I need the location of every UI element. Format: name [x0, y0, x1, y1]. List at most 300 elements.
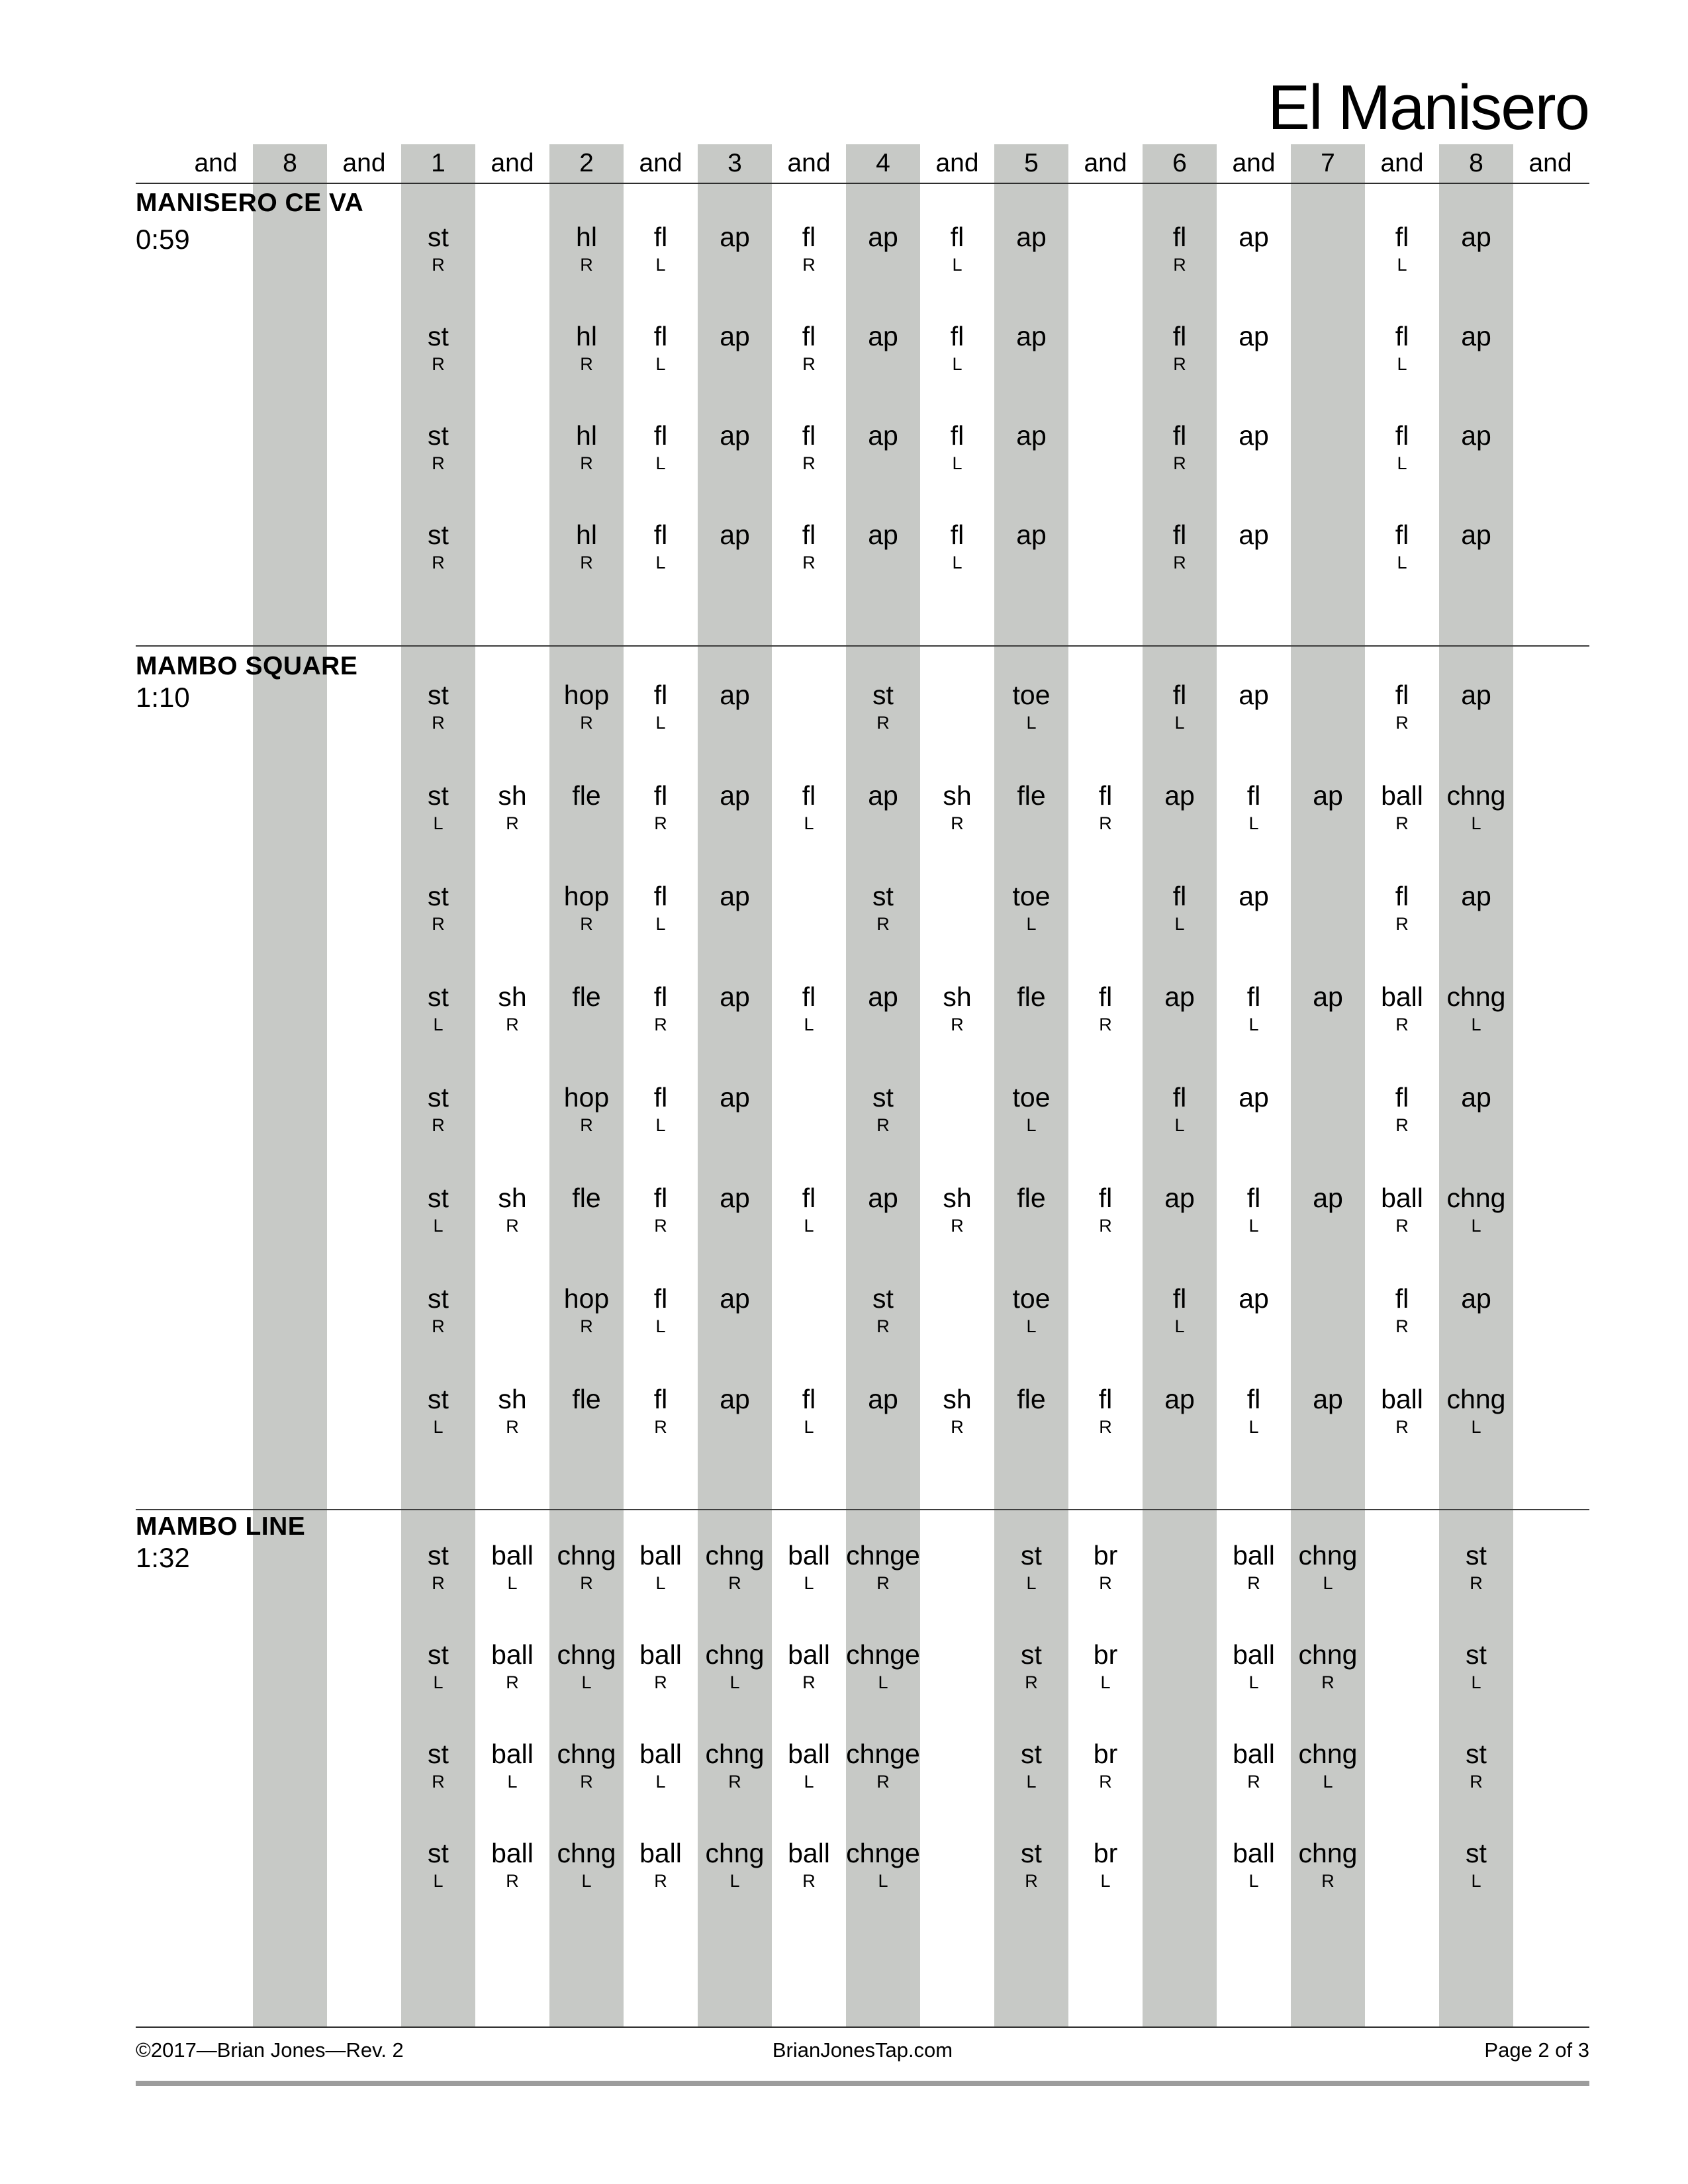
step-cell-empty: [253, 682, 327, 732]
step-cell-empty: [1513, 224, 1587, 274]
step-foot: R: [876, 713, 890, 733]
step-foot: L: [433, 1672, 444, 1692]
step-cell: [1143, 323, 1217, 373]
footer-bottom-rule: [136, 2081, 1589, 2086]
step-name: toe: [1012, 881, 1051, 911]
step-foot: L: [433, 1015, 444, 1034]
step-cell-empty: [327, 1741, 401, 1791]
step-foot: R: [1099, 1216, 1112, 1236]
step-name: sh: [943, 981, 972, 1012]
step-cell-empty: [920, 1285, 994, 1336]
step-cell: [401, 782, 475, 833]
step-cell: [549, 1386, 624, 1436]
step-cell-empty: [253, 224, 327, 274]
step-foot: R: [802, 1871, 816, 1891]
step-name: ball: [788, 1639, 830, 1670]
step-foot: L: [507, 1573, 518, 1593]
step-cell: [1291, 1840, 1365, 1890]
footer-rule: [136, 2026, 1589, 2028]
step-name: ap: [720, 1283, 750, 1314]
step-cell: [401, 1542, 475, 1592]
step-name: ap: [868, 420, 898, 451]
step-cell: [994, 1185, 1068, 1235]
step-name: fl: [1172, 321, 1187, 351]
step-foot: R: [1395, 1115, 1409, 1135]
step-cell-empty: [1513, 1084, 1587, 1134]
step-cell: [475, 782, 549, 833]
step-cell: [624, 1741, 698, 1791]
step-cell: [994, 1840, 1068, 1890]
step-name: fl: [1172, 1082, 1187, 1113]
step-cell: [1439, 224, 1513, 274]
step-foot: L: [1100, 1672, 1111, 1692]
step-foot: R: [1025, 1672, 1038, 1692]
step-foot: L: [1248, 813, 1259, 833]
step-foot: R: [1247, 1772, 1260, 1792]
step-name: st: [428, 1540, 449, 1570]
step-name: fl: [1172, 520, 1187, 550]
step-cell: [1217, 682, 1291, 732]
step-name: ap: [1313, 981, 1343, 1012]
step-cell-empty: [1068, 883, 1143, 933]
step-foot: R: [506, 1871, 519, 1891]
step-cell: [698, 1285, 772, 1336]
step-row: [179, 1285, 1587, 1336]
step-foot: R: [1395, 713, 1409, 733]
step-cell: [1143, 1386, 1217, 1436]
beat-and-label: and: [787, 149, 831, 177]
step-foot: R: [506, 1216, 519, 1236]
step-name: hop: [563, 1082, 610, 1113]
step-cell: [920, 522, 994, 572]
step-cell: [1217, 1840, 1291, 1890]
step-cell-empty: [179, 1641, 253, 1692]
step-cell-empty: [1291, 1285, 1365, 1336]
step-foot: L: [952, 354, 962, 374]
step-foot: R: [728, 1772, 741, 1792]
step-cell-empty: [179, 1285, 253, 1336]
step-cell: [624, 1840, 698, 1890]
section-time: 0:59: [136, 224, 190, 255]
step-name: sh: [498, 1384, 527, 1414]
step-foot: L: [581, 1871, 592, 1891]
step-cell-empty: [1068, 1084, 1143, 1134]
step-name: ap: [720, 680, 750, 710]
step-name: chng: [557, 1739, 616, 1769]
step-cell-empty: [327, 983, 401, 1034]
step-cell-empty: [920, 1641, 994, 1692]
step-cell-empty: [253, 1285, 327, 1336]
step-foot: L: [655, 1573, 666, 1593]
step-cell: [994, 224, 1068, 274]
step-foot: R: [876, 914, 890, 934]
step-foot: L: [1174, 914, 1185, 934]
step-cell: [475, 1741, 549, 1791]
step-foot: R: [506, 1417, 519, 1437]
beat-and-label: and: [491, 149, 534, 177]
step-cell: [698, 1185, 772, 1235]
beat-and-label: and: [935, 149, 979, 177]
step-cell: [846, 682, 920, 732]
step-foot: L: [1471, 1015, 1481, 1034]
step-cell: [475, 1840, 549, 1890]
step-row: [179, 1084, 1587, 1134]
step-foot: L: [1026, 1573, 1037, 1593]
step-cell: [401, 883, 475, 933]
step-name: ap: [1239, 1082, 1269, 1113]
step-name: ball: [491, 1838, 534, 1868]
step-cell: [1291, 1386, 1365, 1436]
step-foot: R: [580, 553, 593, 572]
step-cell: [401, 682, 475, 732]
step-foot: R: [1099, 813, 1112, 833]
step-foot: L: [655, 713, 666, 733]
step-name: ball: [1381, 1384, 1423, 1414]
step-cell: [1365, 422, 1439, 473]
step-cell-empty: [475, 522, 549, 572]
step-foot: R: [802, 453, 816, 473]
step-foot: R: [580, 1115, 593, 1135]
step-name: fl: [1395, 881, 1409, 911]
step-foot: R: [432, 1115, 445, 1135]
step-name: toe: [1012, 680, 1051, 710]
step-cell-empty: [1068, 522, 1143, 572]
step-name: fl: [1172, 680, 1187, 710]
step-cell: [401, 522, 475, 572]
step-cell: [624, 1386, 698, 1436]
step-name: br: [1093, 1540, 1118, 1570]
step-foot: L: [1323, 1573, 1333, 1593]
step-cell-empty: [1513, 1641, 1587, 1692]
step-foot: L: [1248, 1015, 1259, 1034]
step-name: st: [428, 1838, 449, 1868]
step-name: sh: [943, 1384, 972, 1414]
beat-number-label: 6: [1172, 149, 1187, 177]
step-cell: [475, 983, 549, 1034]
step-name: st: [1021, 1639, 1042, 1670]
step-foot: R: [432, 1772, 445, 1792]
step-cell-empty: [1143, 1641, 1217, 1692]
step-cell: [401, 1386, 475, 1436]
beat-number-label: 4: [876, 149, 890, 177]
footer: [136, 2038, 1589, 2062]
step-name: chng: [1446, 1183, 1506, 1213]
step-row: [179, 983, 1587, 1034]
step-cell-empty: [920, 1840, 994, 1890]
step-cell-empty: [475, 1285, 549, 1336]
step-cell: [920, 224, 994, 274]
step-row: [179, 1386, 1587, 1436]
step-name: chng: [557, 1838, 616, 1868]
step-foot: L: [1471, 1871, 1481, 1891]
step-cell: [401, 323, 475, 373]
step-name: sh: [943, 780, 972, 811]
step-row: [179, 224, 1587, 274]
step-cell: [1068, 1386, 1143, 1436]
step-cell: [1365, 782, 1439, 833]
step-foot: L: [433, 1871, 444, 1891]
step-foot: R: [432, 553, 445, 572]
step-cell-empty: [179, 1840, 253, 1890]
step-name: ball: [1233, 1838, 1275, 1868]
step-foot: R: [951, 1015, 964, 1034]
step-cell: [1217, 1386, 1291, 1436]
step-cell: [1143, 682, 1217, 732]
step-name: fl: [950, 321, 964, 351]
step-foot: R: [1173, 553, 1186, 572]
step-foot: R: [432, 914, 445, 934]
step-name: st: [428, 1639, 449, 1670]
step-name: ap: [868, 1183, 898, 1213]
step-foot: L: [1026, 914, 1037, 934]
step-name: fl: [653, 222, 668, 252]
step-cell-empty: [179, 682, 253, 732]
step-cell: [1068, 1741, 1143, 1791]
step-name: ap: [1239, 222, 1269, 252]
step-name: ap: [1239, 420, 1269, 451]
step-cell: [1217, 422, 1291, 473]
step-foot: R: [1173, 354, 1186, 374]
step-cell: [1439, 1840, 1513, 1890]
step-cell: [846, 983, 920, 1034]
step-foot: R: [1470, 1772, 1483, 1792]
step-foot: L: [729, 1871, 740, 1891]
step-name: fl: [653, 420, 668, 451]
step-cell: [698, 522, 772, 572]
step-cell: [772, 422, 846, 473]
step-name: ap: [868, 1384, 898, 1414]
step-cell: [475, 1185, 549, 1235]
step-name: fl: [1395, 321, 1409, 351]
step-row: [179, 782, 1587, 833]
step-cell: [1291, 1542, 1365, 1592]
step-name: fl: [1246, 780, 1261, 811]
step-foot: R: [432, 713, 445, 733]
step-cell: [1143, 1185, 1217, 1235]
step-foot: R: [580, 453, 593, 473]
step-cell: [549, 1741, 624, 1791]
step-cell-empty: [253, 1185, 327, 1235]
step-foot: R: [728, 1573, 741, 1593]
step-cell-empty: [1513, 1741, 1587, 1791]
step-cell: [1439, 1542, 1513, 1592]
step-name: ap: [720, 420, 750, 451]
step-name: chng: [1298, 1540, 1358, 1570]
step-name: ap: [720, 780, 750, 811]
step-foot: L: [952, 255, 962, 275]
step-name: chng: [1298, 1639, 1358, 1670]
step-cell-empty: [1068, 422, 1143, 473]
step-cell-empty: [1068, 682, 1143, 732]
step-name: st: [1466, 1838, 1487, 1868]
step-cell-empty: [179, 1386, 253, 1436]
step-name: hl: [576, 222, 597, 252]
step-cell-empty: [475, 422, 549, 473]
step-name: hop: [563, 1283, 610, 1314]
step-cell: [1217, 1084, 1291, 1134]
step-name: ap: [1461, 520, 1491, 550]
step-cell: [475, 1641, 549, 1692]
step-cell: [1439, 682, 1513, 732]
step-name: ball: [1233, 1639, 1275, 1670]
step-name: fl: [802, 981, 816, 1012]
step-cell: [1217, 1542, 1291, 1592]
step-row: [179, 1741, 1587, 1791]
step-name: sh: [943, 1183, 972, 1213]
step-name: chnge: [846, 1540, 920, 1570]
step-foot: R: [1173, 453, 1186, 473]
step-cell: [698, 883, 772, 933]
step-cell: [624, 522, 698, 572]
step-foot: R: [876, 1316, 890, 1336]
step-cell: [994, 1641, 1068, 1692]
step-cell-empty: [327, 1185, 401, 1235]
step-cell: [772, 323, 846, 373]
step-foot: R: [1395, 1316, 1409, 1336]
step-cell: [1291, 782, 1365, 833]
step-cell: [1439, 1185, 1513, 1235]
step-name: ap: [1461, 1283, 1491, 1314]
beat-number-label: 1: [431, 149, 445, 177]
step-foot: L: [1248, 1672, 1259, 1692]
step-cell: [1439, 422, 1513, 473]
step-cell: [1068, 1840, 1143, 1890]
step-cell: [1217, 883, 1291, 933]
step-cell: [401, 1741, 475, 1791]
step-name: fle: [572, 981, 601, 1012]
step-name: toe: [1012, 1283, 1051, 1314]
step-foot: R: [654, 1015, 667, 1034]
step-cell-empty: [179, 883, 253, 933]
step-name: fle: [1017, 981, 1046, 1012]
step-name: fle: [572, 1183, 601, 1213]
step-name: chng: [557, 1540, 616, 1570]
step-name: st: [428, 321, 449, 351]
step-cell: [1439, 983, 1513, 1034]
step-name: fl: [802, 780, 816, 811]
step-foot: L: [1471, 1216, 1481, 1236]
step-cell-empty: [253, 782, 327, 833]
step-name: fl: [950, 520, 964, 550]
step-cell: [920, 983, 994, 1034]
step-name: st: [428, 1082, 449, 1113]
step-name: ball: [1381, 981, 1423, 1012]
step-cell-empty: [1513, 1285, 1587, 1336]
step-name: ball: [491, 1540, 534, 1570]
step-name: fl: [802, 520, 816, 550]
step-name: fl: [802, 222, 816, 252]
step-name: hl: [576, 420, 597, 451]
step-name: ap: [1164, 981, 1195, 1012]
step-foot: R: [951, 1216, 964, 1236]
step-cell: [994, 522, 1068, 572]
step-name: toe: [1012, 1082, 1051, 1113]
step-name: ball: [1381, 1183, 1423, 1213]
step-foot: L: [655, 914, 666, 934]
step-name: chng: [705, 1838, 765, 1868]
step-name: fle: [1017, 1384, 1046, 1414]
step-name: chng: [1298, 1739, 1358, 1769]
step-cell-empty: [1513, 983, 1587, 1034]
step-foot: L: [804, 1573, 814, 1593]
step-name: ap: [1016, 420, 1047, 451]
step-foot: R: [506, 1015, 519, 1034]
step-cell: [475, 1386, 549, 1436]
step-foot: L: [655, 1772, 666, 1792]
step-foot: R: [1321, 1672, 1335, 1692]
step-name: ap: [1164, 780, 1195, 811]
step-name: fl: [653, 321, 668, 351]
beat-and-label: and: [1084, 149, 1127, 177]
step-cell-empty: [920, 1741, 994, 1791]
step-cell: [846, 1840, 920, 1890]
step-cell: [994, 1542, 1068, 1592]
step-cell: [846, 422, 920, 473]
step-name: sh: [498, 1183, 527, 1213]
step-cell: [772, 1741, 846, 1791]
step-cell: [994, 883, 1068, 933]
step-foot: L: [1471, 813, 1481, 833]
step-foot: R: [1321, 1871, 1335, 1891]
step-foot: L: [581, 1672, 592, 1692]
step-cell: [1068, 782, 1143, 833]
step-cell: [549, 782, 624, 833]
step-cell-empty: [253, 1386, 327, 1436]
step-cell-empty: [327, 1542, 401, 1592]
step-cell-empty: [327, 1641, 401, 1692]
step-cell-empty: [1365, 1542, 1439, 1592]
step-name: st: [1466, 1739, 1487, 1769]
step-cell: [846, 1542, 920, 1592]
step-foot: R: [432, 354, 445, 374]
step-name: fle: [1017, 1183, 1046, 1213]
step-name: ap: [1461, 321, 1491, 351]
step-cell-empty: [1068, 323, 1143, 373]
step-name: ball: [639, 1838, 682, 1868]
step-cell-empty: [1291, 422, 1365, 473]
step-cell: [1439, 1641, 1513, 1692]
step-cell: [994, 782, 1068, 833]
step-cell-empty: [327, 1386, 401, 1436]
step-cell: [549, 422, 624, 473]
step-foot: R: [1099, 1015, 1112, 1034]
step-cell-empty: [253, 422, 327, 473]
step-foot: R: [802, 1672, 816, 1692]
step-foot: L: [655, 453, 666, 473]
step-cell-empty: [1513, 422, 1587, 473]
step-cell: [772, 1641, 846, 1692]
step-cell-empty: [1513, 1840, 1587, 1890]
step-cell: [846, 1285, 920, 1336]
step-cell: [1365, 224, 1439, 274]
step-foot: R: [432, 1316, 445, 1336]
step-name: fl: [653, 1384, 668, 1414]
step-cell: [1365, 1386, 1439, 1436]
step-cell: [1439, 323, 1513, 373]
step-name: st: [1021, 1540, 1042, 1570]
step-name: st: [872, 881, 894, 911]
step-name: st: [428, 1283, 449, 1314]
step-name: fl: [1246, 1384, 1261, 1414]
step-cell: [1439, 883, 1513, 933]
step-name: ap: [868, 321, 898, 351]
step-cell: [401, 1285, 475, 1336]
step-name: ap: [1461, 222, 1491, 252]
step-cell: [1365, 983, 1439, 1034]
step-cell: [994, 1386, 1068, 1436]
step-cell: [1143, 522, 1217, 572]
step-cell: [698, 422, 772, 473]
